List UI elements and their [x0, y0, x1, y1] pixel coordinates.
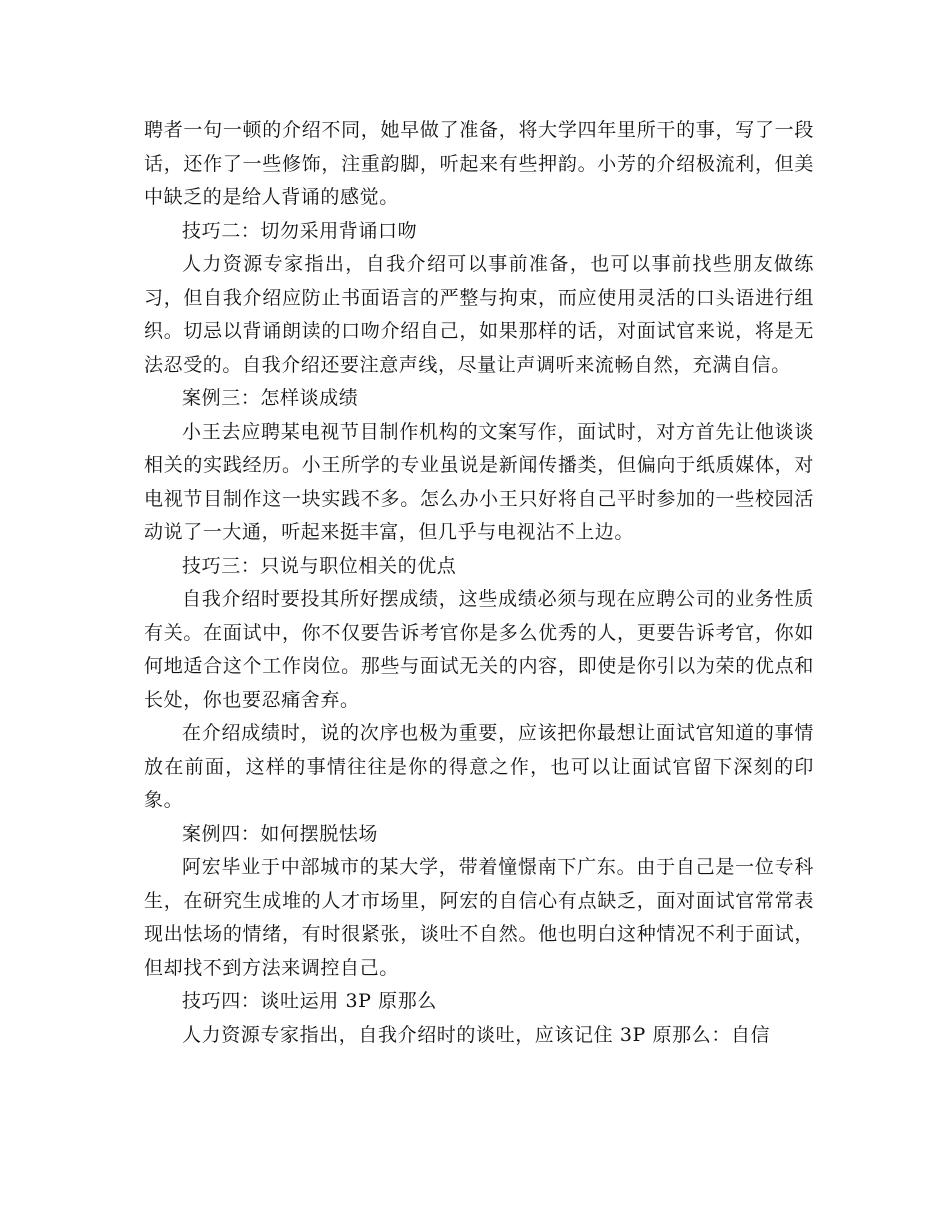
heading-tip-two: 技巧二：切勿采用背诵口吻 — [182, 219, 418, 242]
paragraph-tip-three-body: 自我介绍时要投其所好摆成绩，这些成绩必须与现在应聘公司的业务性质有关。在面试中，你不仅要告诉考官你是多么优秀的人，更要告诉考官，你如何地适合这个工作岗位。那些与面试无关的内容，即使是你引以为荣的优点和长处，你也要忍痛舍弃。 — [144, 588, 814, 711]
paragraph-case-four-body: 阿宏毕业于中部城市的某大学，带着憧憬南下广东。由于自己是一位专科生，在研究生成堆的人才市场里，阿宏的自信心有点缺乏，面对面试官常常表现出怯场的情绪，有时很紧张，谈吐不自然。他也明白这种情况不利于面试，但却找不到方法来调控自己。 — [144, 856, 814, 979]
paragraph-case-three-body: 小王去应聘某电视节目制作机构的文案写作，面试时，对方首先让他谈谈相关的实践经历。小王所学的专业虽说是新闻传播类，但偏向于纸质媒体，对电视节目制作这一块实践不多。怎么办小王只好将自己平时参加的一些校园活动说了一大通，听起来挺丰富，但几乎与电视沾不上边。 — [144, 420, 814, 543]
paragraph-intro-continuation: 聘者一句一顿的介绍不同，她早做了准备，将大学四年里所干的事，写了一段话，还作了一些修饰，注重韵脚，听起来有些押韵。小芳的介绍极流利，但美中缺乏的是给人背诵的感觉。 — [144, 119, 814, 208]
heading-tip-four: 技巧四：谈吐运用 3P 原那么 — [182, 990, 437, 1012]
heading-case-four: 案例四：如何摆脱怯场 — [182, 822, 379, 845]
document-body — [144, 114, 814, 1052]
paragraph-tip-three-order: 在介绍成绩时，说的次序也极为重要，应该把你最想让面试官知道的事情放在前面，这样的事情往往是你的得意之作，也可以让面试官留下深刻的印象。 — [144, 722, 814, 811]
paragraph-tip-two-body: 人力资源专家指出，自我介绍可以事前准备，也可以事前找些朋友做练习，但自我介绍应防止书面语言的严整与拘束，而应使用灵活的口头语进行组织。切忌以背诵朗读的口吻介绍自己，如果那样的话，对面试官来说，将是无法忍受的。自我介绍还要注意声线，尽量让声调听来流畅自然，充满自信。 — [144, 253, 814, 376]
heading-tip-three: 技巧三：只说与职位相关的优点 — [182, 554, 457, 577]
paragraph-tip-four-body: 人力资源专家指出，自我介绍时的谈吐，应该记住 3P 原那么：自信 — [182, 1023, 771, 1046]
heading-case-three: 案例三：怎样谈成绩 — [182, 387, 359, 409]
